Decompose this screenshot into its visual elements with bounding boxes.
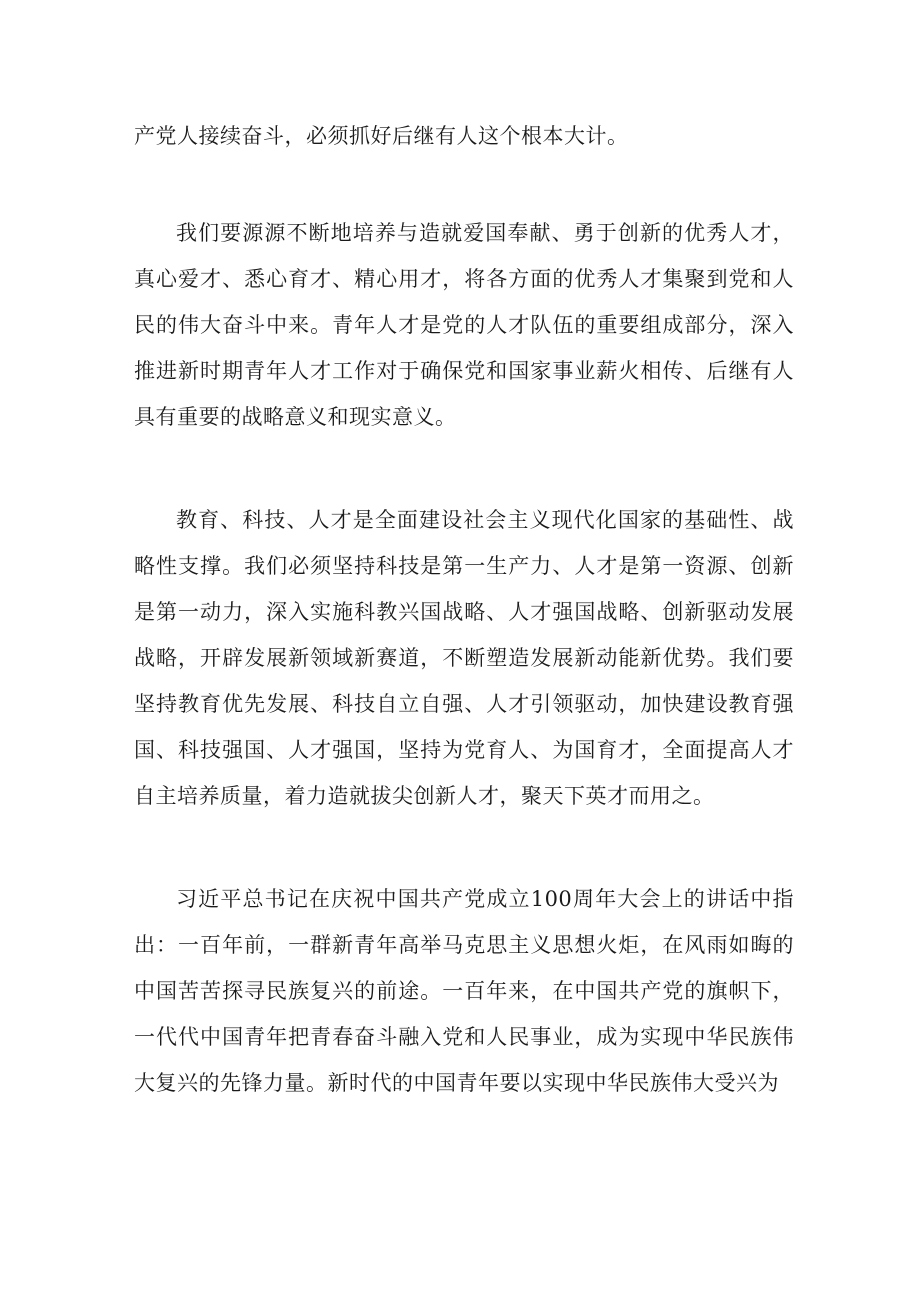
paragraph-continuation: 产党人接续奋斗，必须抓好后继有人这个根本大计。 bbox=[134, 124, 629, 148]
paragraph-centenary-speech: 习近平总书记在庆祝中国共产党成立100周年大会上的讲话中指出：一百年前，一群新青年高举马克思主义思想火炬，在风雨如晦的中国苦苦探寻民族复兴的前途。一百年来，在中国共产党的旗帜下，一代代中国青年把青春奋斗融入党和人民事业，成为实现中华民族伟大复兴的先锋力量。新时代的中国青年要以实现中华民族伟大受兴为 bbox=[134, 887, 794, 1095]
paragraph-education-science-talent: 教育、科技、人才是全面建设社会主义现代化国家的基础性、战略性支撑。我们必须坚持科技是第一生产力、人才是第一资源、创新是第一动力，深入实施科教兴国战略、人才强国战略、创新驱动发展战略，开辟发展新领域新赛道，不断塑造发展新动能新优势。我们要坚持教育优先发展、科技自立自强、人才引领驱动，加快建设教育强国、科技强国、人才强国，坚持为党育人、为国育才，全面提高人才自主培养质量，着力造就拔尖创新人才，聚天下英才而用之。 bbox=[134, 508, 794, 808]
paragraph-talent-cultivation: 我们要源源不断地培养与造就爱国奉献、勇于创新的优秀人才，真心爱才、悉心育才、精心用才，将各方面的优秀人才集聚到党和人民的伟大奋斗中来。青年人才是党的人才队伍的重要组成部分，深入推进新时期青年人才工作对于确保党和国家事业薪火相传、后继有人具有重要的战略意义和现实意义。 bbox=[134, 221, 794, 429]
